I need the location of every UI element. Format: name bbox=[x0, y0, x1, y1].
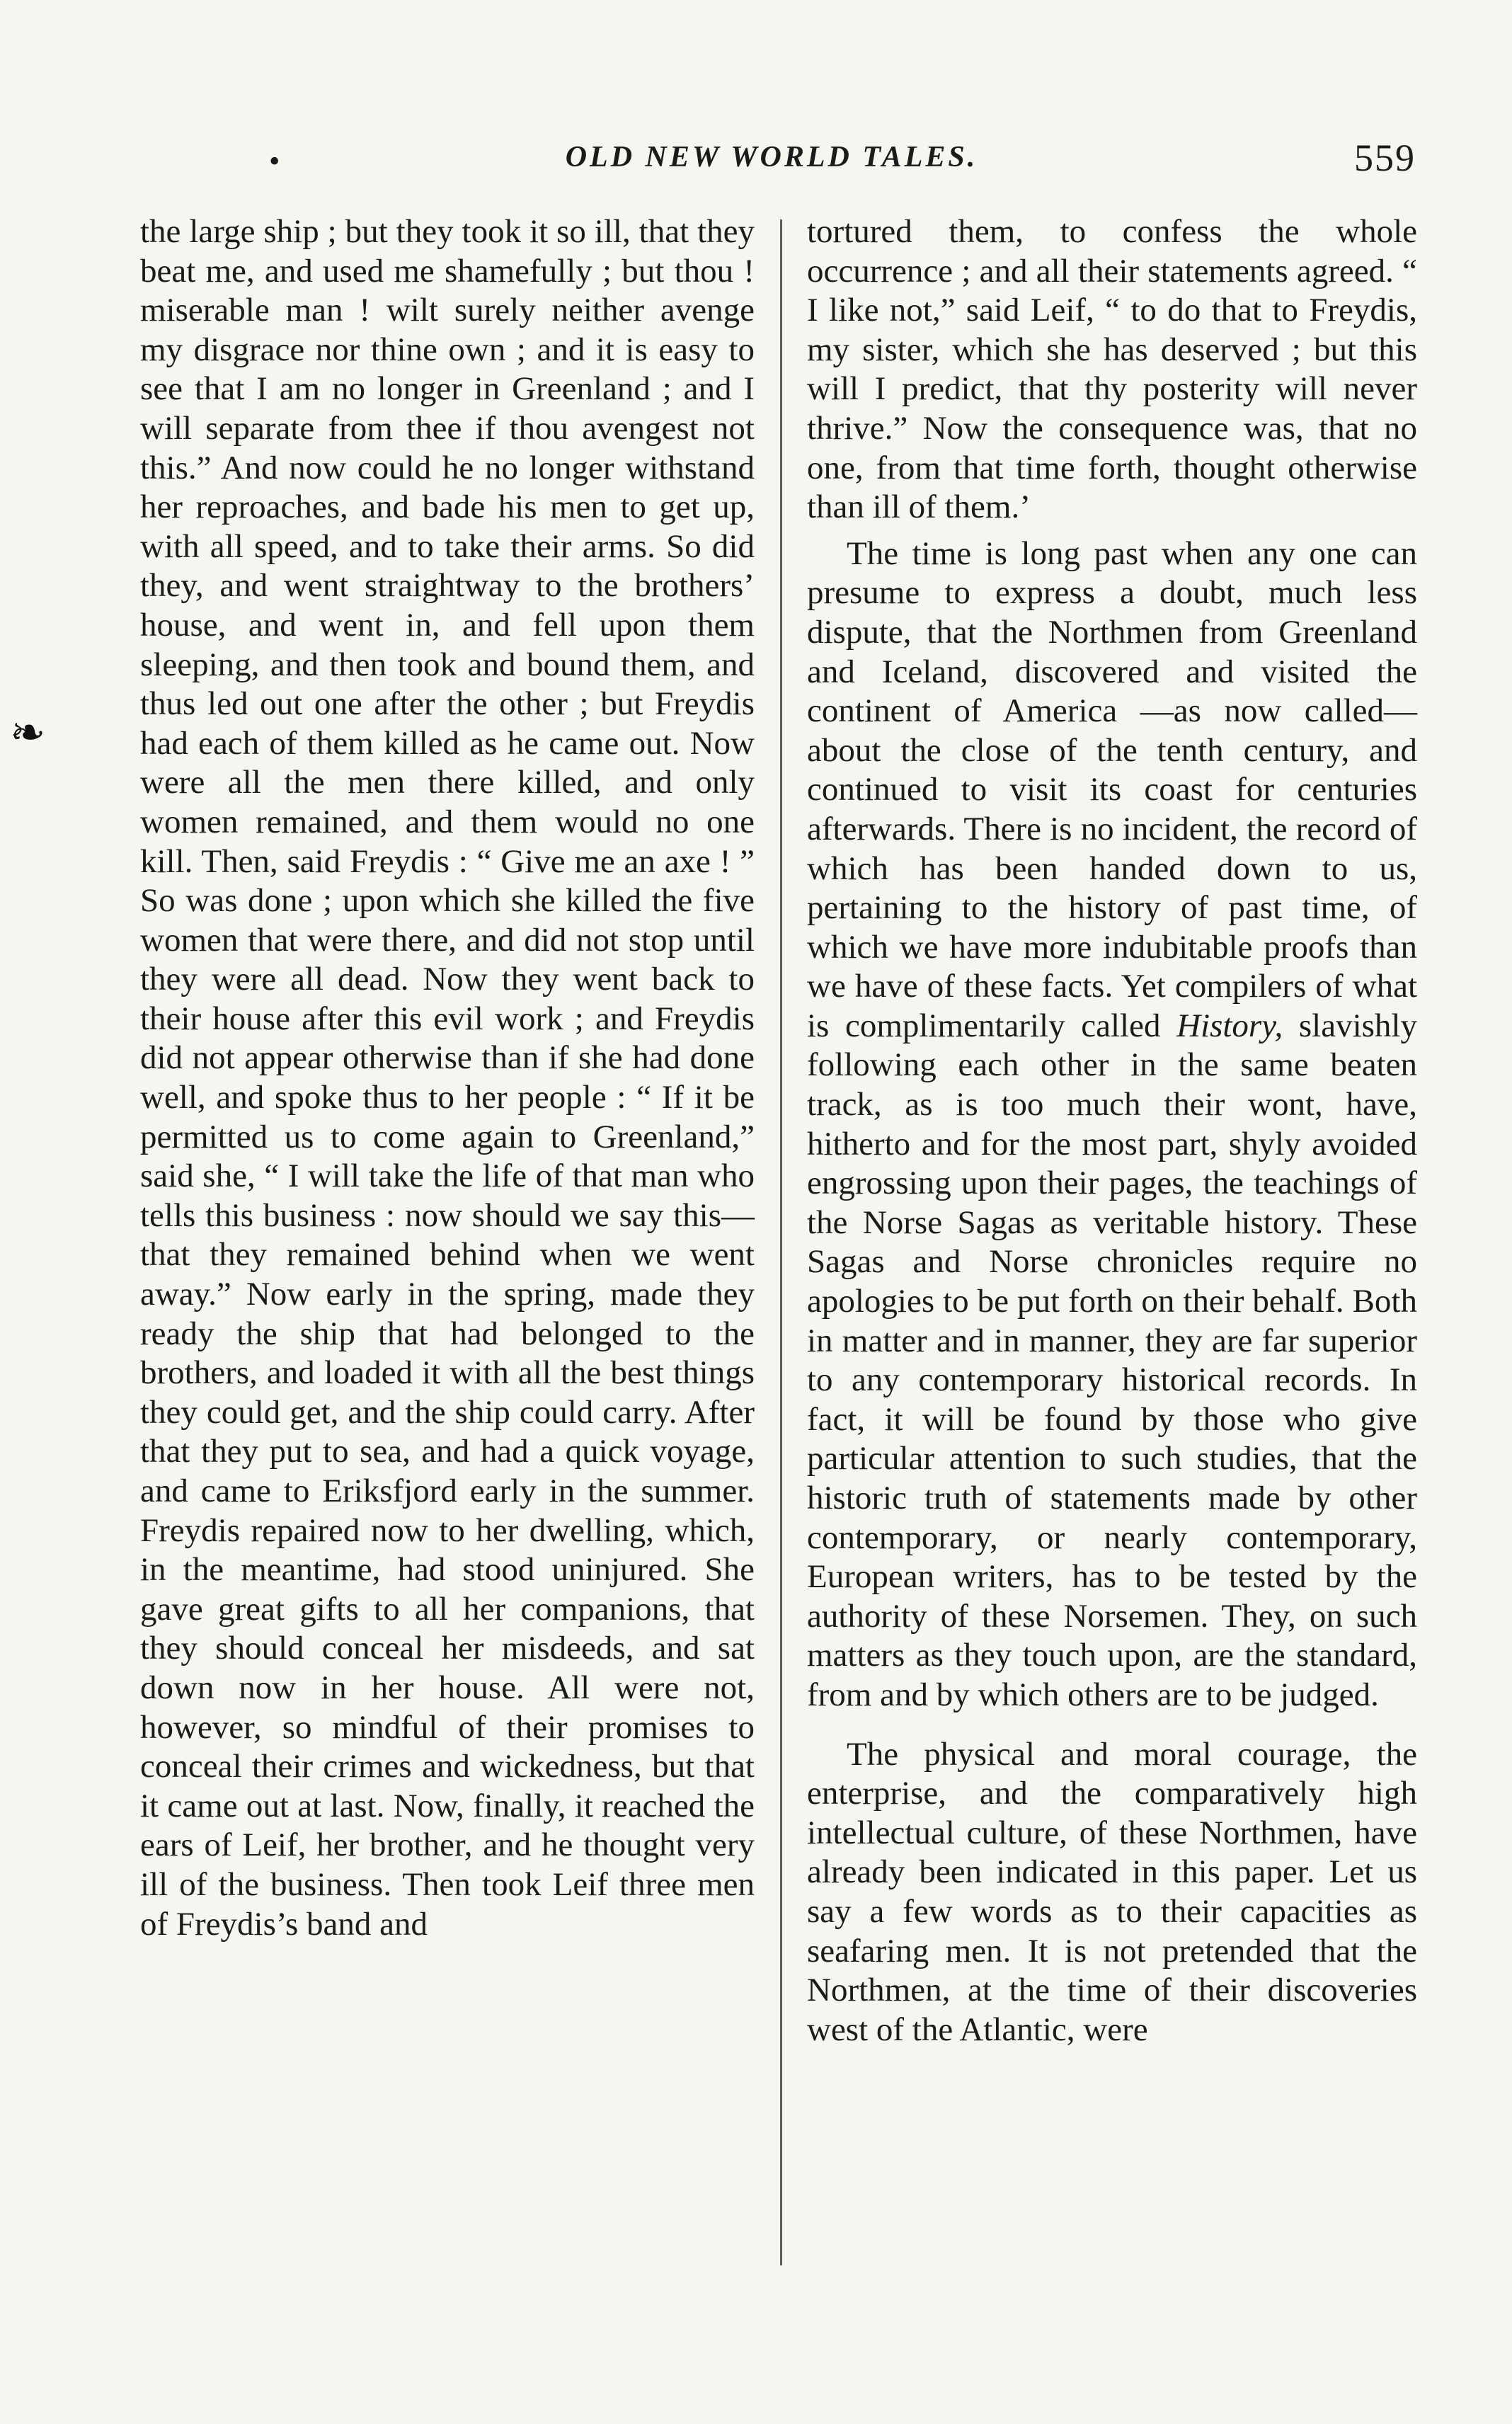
history-italic: History, bbox=[1176, 1007, 1283, 1044]
left-column bbox=[140, 212, 755, 1944]
right-paragraph-2-part-1: The time is long past when any one can presume to express a doubt, much less dispute, that the Northmen from Greenland and Iceland, discovered and visited the continent of America —as now called—about the close of the tenth century, and continued to visit its coast for centuries afterwards. There is no incident, the record of which has been handed down to us, pertaining to the history of past time, of which we have more indubitable proofs than we have of these facts. Yet compilers of what is complimentarily called bbox=[807, 534, 1417, 1044]
page-number: 559 bbox=[1354, 137, 1416, 179]
column-divider bbox=[780, 219, 782, 2265]
margin-mark-icon: ❧ bbox=[10, 709, 46, 756]
header-dot: • bbox=[269, 144, 280, 178]
right-paragraph-2-part-2: slavishly following each other in the same beaten track, as is too much their wont, have, hitherto and for the most part, shyly avoided engrossing upon their pages, the teachings of the Norse Sagas as veritable history. These Sagas and Norse chronicles require no apologies to be put forth on their behalf. Both in matter and in manner, they are far superior to any contemporary historical records. In fact, it will be found by those who give particular attention to such studies, that the historic truth of statements made by other contemporary, or nearly contemporary, European writers, has to be tested by the authority of these Norsemen. They, on such matters as they touch upon, are the standard, from and by which others are to be judged. bbox=[807, 1007, 1417, 1713]
running-title: OLD NEW WORLD TALES. bbox=[565, 141, 978, 173]
left-paragraph-1: the large ship ; but they took it so ill, that they beat me, and used me shamefully ; but thou ! miserable man ! wilt surely neither avenge my disgrace nor thine own ; and it is easy to see that I am no longer in Greenland ; and I will separate from thee if thou avengest not this.” And now could he no longer withstand her reproaches, and bade his men to get up, with all speed, and to take their arms. So did they, and went straightway to the brothers’ house, and went in, and fell upon them sleeping, and then took and bound them, and thus led out one after the other ; but Freydis had each of them killed as he came out. Now were all the men there killed, and only women remained, and them would no one kill. Then, said Freydis : “ Give me an axe ! ” So was done ; upon which she killed the five women that were there, and did not stop until they were all dead. Now they went back to their house after this evil work ; and Freydis did not appear otherwise than if she had done well, and spoke thus to her people : “ If it be permitted us to come again to Greenland,” said she, “ I will take the life of that man who tells this business : now should we say this— that they remained behind when we went away.” Now early in the spring, made they ready the ship that had belonged to the brothers, and loaded it with all the best things they could get, and the ship could carry. After that they put to sea, and had a quick voyage, and came to Eriksfjord early in the summer. Freydis repaired now to her dwelling, which, in the meantime, had stood uninjured. She gave great gifts to all her companions, that they should conceal her misdeeds, and sat down now in her house. All were not, however, so mindful of their promises to conceal their crimes and wickedness, but that it came out at last. Now, finally, it reached the ears of Leif, her brother, and he thought very ill of the business. Then took Leif three men of Freydis’s band and bbox=[140, 213, 755, 1943]
right-column bbox=[807, 212, 1417, 2049]
page-header bbox=[127, 137, 1416, 190]
right-paragraph-3: The physical and moral courage, the enterprise, and the comparatively high intellectual culture, of these Northmen, have already been indicated in this paper. Let us say a few words as to their capacities as seafaring men. It is not pretended that the Northmen, at the time of their discoveries west of the Atlantic, were bbox=[807, 1735, 1417, 2048]
right-paragraph-2 bbox=[807, 534, 1417, 1715]
right-paragraph-1: tortured them, to confess the whole occurrence ; and all their statements agreed. “ I like not,” said Leif, “ to do that to Freydis, my sister, which she has deserved ; but this will I predict, that thy posterity will never thrive.” Now the consequence was, that no one, from that time forth, thought otherwise than ill of them.’ bbox=[807, 213, 1417, 526]
